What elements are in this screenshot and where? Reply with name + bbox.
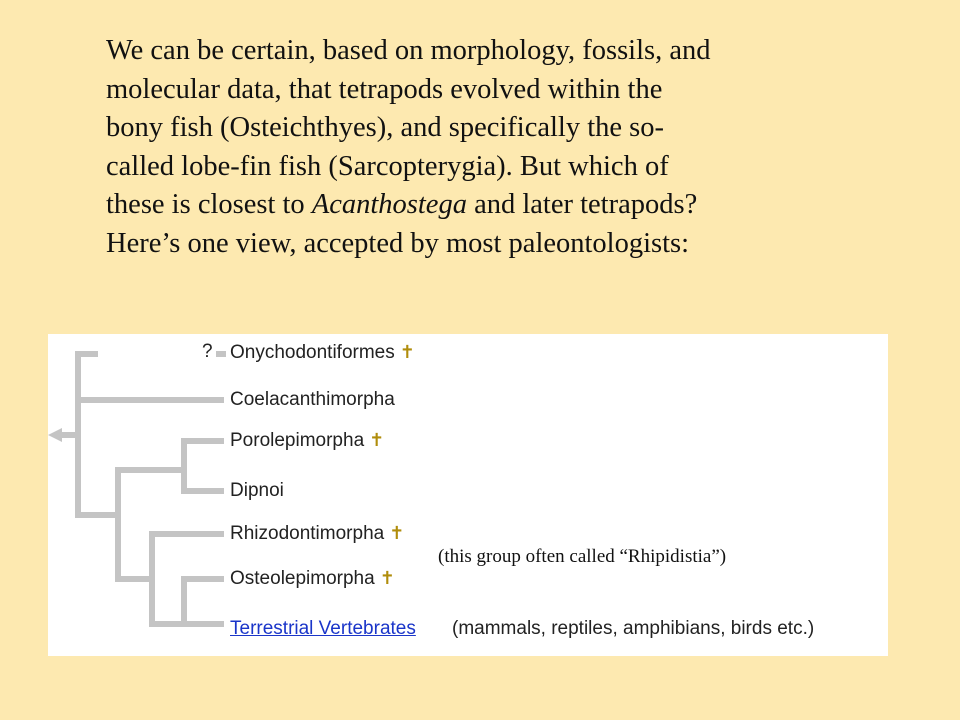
taxon-label: Onychodontiformes: [230, 342, 395, 363]
paragraph-line-3: bony fish (Osteichthyes), and specifically the so-: [106, 112, 664, 143]
taxon-coelacanthimorpha: [230, 389, 395, 411]
intro-paragraph: [106, 32, 926, 263]
phylogeny-panel: [48, 334, 888, 656]
rhipidistia-note: (this group often called “Rhipidistia”): [438, 546, 727, 567]
uncertain-placement-mark: ?: [202, 341, 213, 362]
root-arrow: [48, 428, 62, 442]
taxon-label: Porolepimorpha: [230, 430, 365, 451]
line5-before: these is closest to: [106, 189, 312, 220]
taxon-osteolepimorpha: [230, 568, 395, 590]
line5-after: and later tetrapods?: [466, 189, 698, 220]
paragraph-line-2: molecular data, that tetrapods evolved within the: [106, 73, 663, 105]
acanthostega-term: Acanthostega: [311, 189, 467, 220]
taxon-label: Osteolepimorpha: [230, 568, 375, 589]
extinct-dagger-icon: ✝: [399, 342, 415, 362]
paragraph-line-4: called lobe-fin fish (Sarcopterygia). But which of: [106, 150, 669, 182]
taxon-label: Dipnoi: [230, 480, 284, 501]
taxon-label: Coelacanthimorpha: [230, 389, 395, 410]
extinct-dagger-icon: ✝: [369, 430, 385, 450]
taxon-porolepimorpha: [230, 430, 384, 452]
extinct-dagger-icon: ✝: [389, 523, 405, 543]
extinct-dagger-icon: ✝: [379, 568, 395, 588]
taxon-dipnoi: [230, 480, 284, 502]
paragraph-line-1: We can be certain, based on morphology, fossils, and: [106, 35, 711, 66]
cladogram-branches: [48, 351, 226, 627]
taxon-label: Rhizodontimorpha: [230, 523, 385, 544]
cladogram: [48, 334, 888, 656]
paragraph-line-5: [106, 186, 926, 225]
terrestrial-note: (mammals, reptiles, amphibians, birds etc.): [452, 618, 815, 639]
paragraph-line-6: Here’s one view, accepted by most paleontologists:: [106, 227, 690, 259]
terrestrial-vertebrates-link[interactable]: Terrestrial Vertebrates: [230, 618, 416, 639]
taxon-rhizodontimorpha: [230, 523, 404, 545]
taxon-onychodontiformes: [230, 342, 415, 364]
